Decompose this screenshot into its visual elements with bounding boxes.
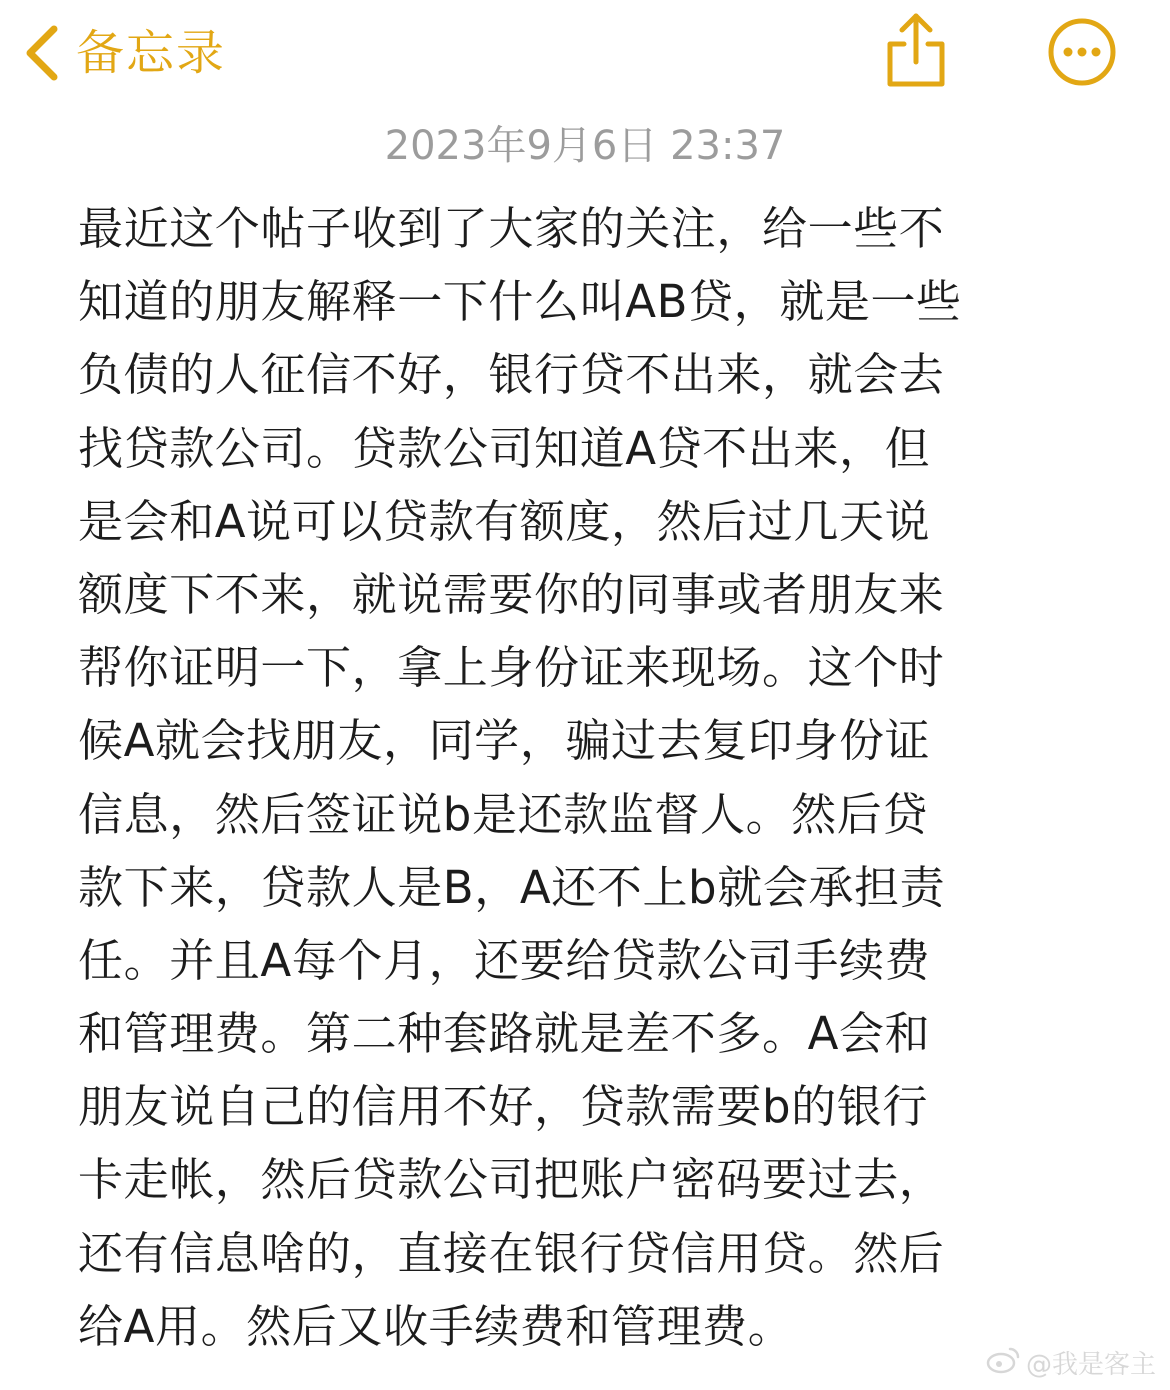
chevron-left-icon <box>22 23 62 83</box>
note-line: 知道的朋友解释一下什么叫AB贷，就是一些 <box>78 275 962 329</box>
note-line: 找贷款公司。贷款公司知道A贷不出来，但 <box>78 421 931 475</box>
note-line: 信息，然后签证说b是还款监督人。然后贷 <box>78 787 928 841</box>
back-button[interactable] <box>22 18 226 88</box>
note-line: 任。并且A每个月，还要给贷款公司手续费 <box>78 933 931 987</box>
weibo-logo-icon <box>986 1346 1026 1384</box>
note-line: 卡走帐，然后贷款公司把账户密码要过去， <box>78 1153 945 1207</box>
note-line: 还有信息啥的，直接在银行贷信用贷。然后 <box>78 1226 945 1280</box>
note-line: 和管理费。第二种套路就是差不多。A会和 <box>78 1007 931 1061</box>
note-line: 候A就会找朋友，同学，骗过去复印身份证 <box>78 714 931 768</box>
navigation-bar <box>0 0 1170 110</box>
note-line: 朋友说自己的信用不好，贷款需要b的银行 <box>78 1080 928 1134</box>
note-body[interactable] <box>78 192 1118 1363</box>
note-line: 额度下不来，就说需要你的同事或者朋友来 <box>78 567 945 621</box>
more-ellipsis-icon <box>1046 73 1118 92</box>
watermark <box>986 1346 1156 1384</box>
note-line: 帮你证明一下，拿上身份证来现场。这个时 <box>78 641 945 695</box>
note-line: 给A用。然后又收手续费和管理费。 <box>78 1299 794 1353</box>
note-line: 款下来，贷款人是B，A还不上b就会承担责 <box>78 860 946 914</box>
more-button[interactable] <box>1046 16 1118 88</box>
share-button[interactable] <box>880 10 952 90</box>
note-timestamp: 2023年9月6日 23:37 <box>384 123 786 169</box>
watermark-text: @我是客主 <box>1025 1350 1156 1380</box>
note-line: 最近这个帖子收到了大家的关注，给一些不 <box>78 202 945 255</box>
back-label: 备忘录 <box>76 25 227 81</box>
note-line: 是会和A说可以贷款有额度，然后过几天说 <box>78 494 931 548</box>
share-icon <box>880 75 952 94</box>
note-line: 负债的人征信不好，银行贷不出来，就会去 <box>78 348 945 402</box>
